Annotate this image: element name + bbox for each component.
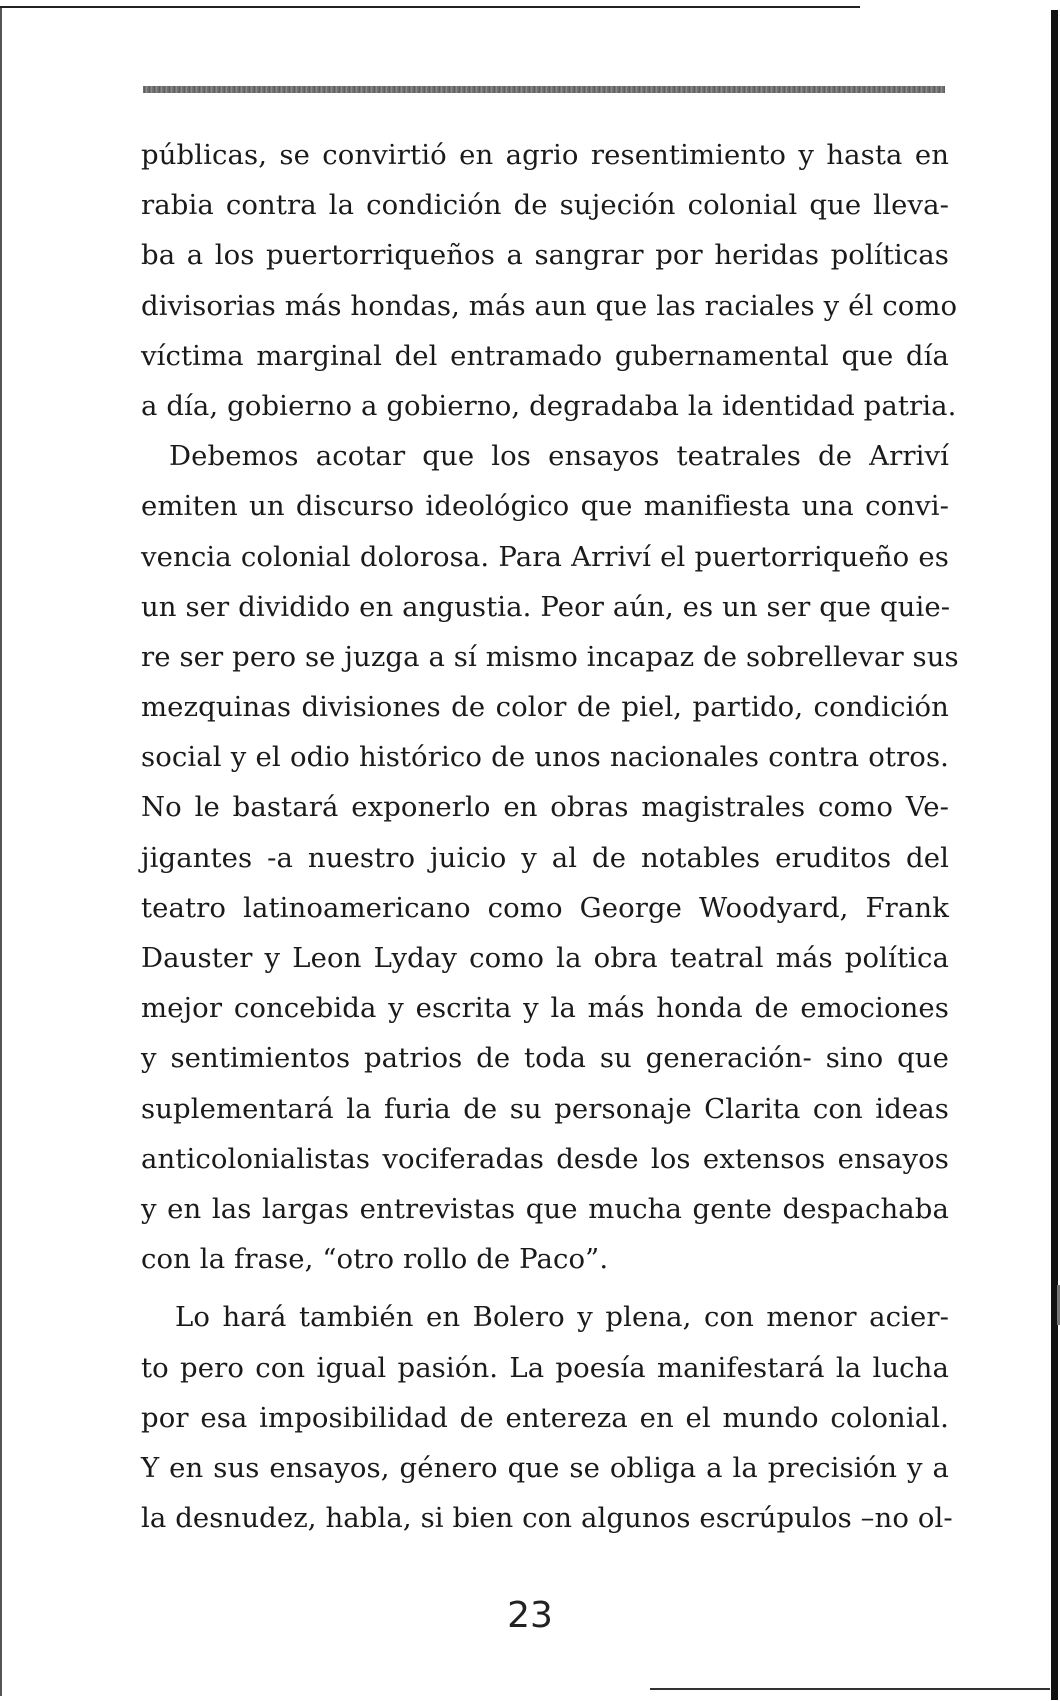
text-line: social y el odio histórico de unos nacionales contra otros. bbox=[141, 741, 949, 774]
text-line: mezquinas divisiones de color de piel, partido, condición bbox=[141, 691, 949, 724]
page-right-edge bbox=[1051, 10, 1058, 1700]
text-line: ba a los puertorriqueños a sangrar por heridas políticas bbox=[141, 239, 949, 272]
text-line: suplementará la furia de su personaje Clarita con ideas bbox=[141, 1092, 949, 1125]
bottom-rule bbox=[650, 1688, 1050, 1690]
paragraph-start-line: Debemos acotar que los ensayos teatrales de Arriví bbox=[169, 440, 949, 473]
text-line: teatro latinoamericano como George Woodyard, Frank bbox=[141, 891, 949, 924]
top-rule bbox=[0, 6, 860, 8]
text-line: jigantes -a nuestro juicio y al de notables eruditos del bbox=[141, 841, 949, 874]
text-line: públicas, se convirtió en agrio resentimiento y hasta en bbox=[141, 139, 949, 171]
page-left-edge bbox=[0, 6, 2, 1696]
text-line: rabia contra la condición de sujeción colonial que lleva- bbox=[141, 189, 949, 222]
text-line: No le bastará exponerlo en obras magistrales como Ve- bbox=[141, 791, 949, 824]
text-line: to pero con igual pasión. La poesía manifestará la lucha bbox=[141, 1351, 949, 1384]
text-line: a día, gobierno a gobierno, degradaba la identidad patria. bbox=[141, 389, 957, 422]
text-line: emiten un discurso ideológico que manifiesta una convi- bbox=[141, 490, 949, 523]
text-line: Y en sus ensayos, género que se obliga a la precisión y a bbox=[141, 1451, 949, 1484]
text-line: con la frase, “otro rollo de Paco”. bbox=[141, 1243, 609, 1276]
text-line: un ser dividido en angustia. Peor aún, es un ser que quie- bbox=[141, 590, 951, 623]
text-line: y sentimientos patrios de toda su generación- sino que bbox=[141, 1042, 949, 1075]
text-line: anticolonialistas vociferadas desde los extensos ensayos bbox=[141, 1142, 949, 1175]
text-line: re ser pero se juzga a sí mismo incapaz de sobrellevar sus bbox=[141, 640, 959, 673]
paragraph-start-line: Lo hará también en Bolero y plena, con menor acier- bbox=[175, 1301, 949, 1334]
header-band bbox=[143, 86, 945, 93]
text-line: Dauster y Leon Lyday como la obra teatral más política bbox=[141, 942, 949, 974]
text-line: por esa imposibilidad de entereza en el mundo colonial. bbox=[141, 1401, 949, 1434]
text-line: víctima marginal del entramado gubernamental que día bbox=[141, 339, 949, 372]
text-line: vencia colonial dolorosa. Para Arriví el puertorriqueño es bbox=[141, 540, 949, 573]
text-line: y en las largas entrevistas que mucha gente despachaba bbox=[141, 1192, 949, 1225]
page-number: 23 bbox=[507, 1595, 553, 1636]
body-text bbox=[141, 130, 959, 1543]
text-line: divisorias más hondas, más aun que las raciales y él como bbox=[141, 289, 958, 322]
text-line: la desnudez, habla, si bien con algunos escrúpulos –no ol- bbox=[141, 1502, 953, 1535]
text-line: mejor concebida y escrita y la más honda de emociones bbox=[141, 992, 949, 1025]
